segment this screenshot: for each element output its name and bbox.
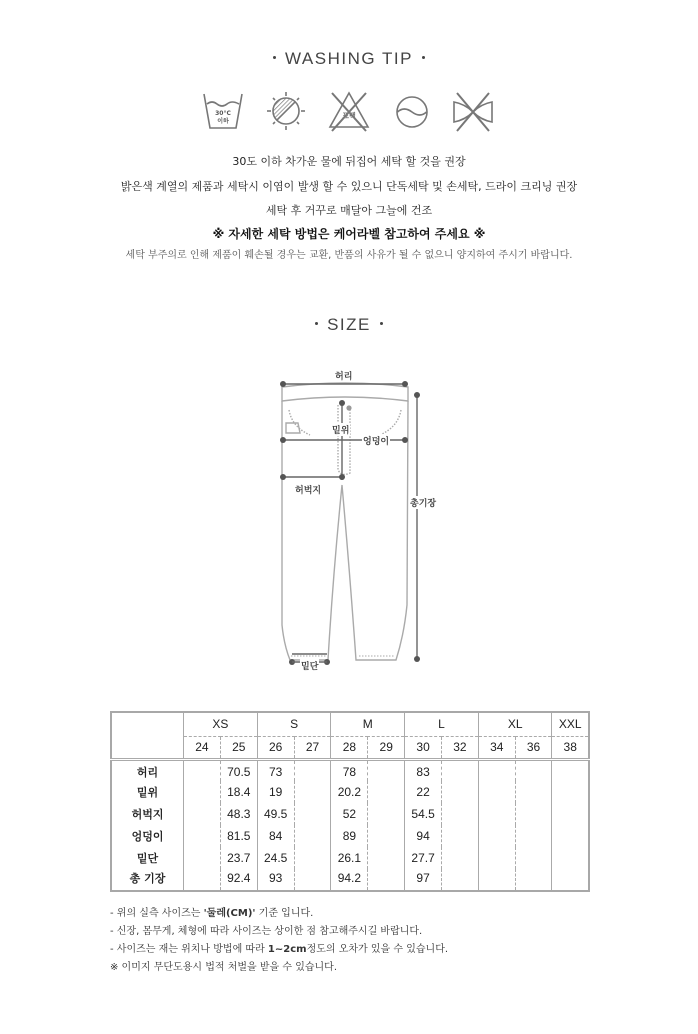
table-cell: 19 — [257, 781, 294, 803]
note-copyright: ※ 이미지 무단도용시 법적 처벌을 받을 수 있습니다. — [110, 962, 338, 973]
row-label: 엉덩이 — [131, 830, 164, 843]
table-row — [111, 803, 589, 825]
table-cell — [184, 803, 221, 825]
care-label-notice: ※ 자세한 세탁 방법은 케어라벨 참고하여 주세요 ※ — [212, 227, 486, 241]
table-cell: 83 — [405, 759, 442, 781]
svg-text:표백: 표백 — [342, 112, 356, 120]
table-cell: 23.7 — [220, 847, 257, 869]
table-cell: 27.7 — [405, 847, 442, 869]
table-cell — [294, 759, 331, 781]
waist-size-29: 29 — [368, 736, 405, 759]
note-emphasis: '둘레(CM)' — [203, 908, 256, 919]
washing-tip-title-text: WASHING TIP — [285, 49, 413, 68]
table-cell — [368, 759, 405, 781]
table-cell — [294, 869, 331, 891]
table-cell: 48.3 — [220, 803, 257, 825]
table-cell — [294, 825, 331, 847]
table-cell — [478, 825, 515, 847]
table-cell — [515, 759, 552, 781]
note-text: - 사이즈는 재는 위치나 방법에 따라 — [110, 944, 268, 955]
table-row — [111, 847, 589, 869]
table-cell — [552, 825, 589, 847]
table-cell — [478, 847, 515, 869]
row-label: 허벅지 — [131, 808, 164, 821]
table-row — [111, 869, 589, 891]
table-cell — [515, 847, 552, 869]
table-row — [111, 825, 589, 847]
table-cell: 94 — [405, 825, 442, 847]
waist-size-36: 36 — [515, 736, 552, 759]
row-label: 총 기장 — [129, 872, 166, 885]
table-cell — [368, 781, 405, 803]
size-header-xs: XS — [184, 712, 258, 736]
note-text: - 위의 실측 사이즈는 — [110, 908, 204, 919]
waist-size-row — [111, 736, 589, 759]
table-cell — [442, 759, 479, 781]
shade-dry-icon — [264, 90, 308, 132]
size-header-s: S — [257, 712, 331, 736]
wash-instruction-1: 30도 이하 차가운 물에 뒤집어 세탁 할 것을 권장 — [232, 155, 466, 168]
size-table-body — [111, 759, 589, 891]
table-cell — [515, 869, 552, 891]
table-cell: 89 — [331, 825, 368, 847]
bullet-dot — [422, 56, 425, 59]
table-cell: 49.5 — [257, 803, 294, 825]
table-cell: 97 — [405, 869, 442, 891]
waist-size-32: 32 — [442, 736, 479, 759]
pants-measurement-diagram — [270, 365, 450, 675]
size-header-m: M — [331, 712, 405, 736]
svg-text:이하: 이하 — [217, 118, 229, 125]
note-measurement-basis — [110, 905, 448, 923]
table-cell: 92.4 — [220, 869, 257, 891]
size-header-xl: XL — [478, 712, 552, 736]
table-cell — [294, 781, 331, 803]
size-header-l: L — [405, 712, 479, 736]
size-table — [110, 711, 590, 892]
row-label: 밑단 — [136, 852, 159, 865]
table-cell: 52 — [331, 803, 368, 825]
svg-text:30°C: 30°C — [215, 110, 231, 117]
table-cell — [478, 803, 515, 825]
waist-size-30: 30 — [405, 736, 442, 759]
table-cell — [552, 781, 589, 803]
waist-size-24: 24 — [184, 736, 221, 759]
table-cell — [368, 825, 405, 847]
label-hem: 밑단 — [300, 659, 319, 672]
row-label: 허리 — [136, 766, 159, 780]
size-title-text: SIZE — [327, 315, 371, 334]
table-cell: 94.2 — [331, 869, 368, 891]
waist-size-26: 26 — [257, 736, 294, 759]
table-cell — [478, 759, 515, 781]
table-cell: 84 — [257, 825, 294, 847]
note-tolerance — [110, 941, 448, 959]
gentle-wash-icon — [390, 90, 434, 132]
table-cell — [184, 759, 221, 781]
table-cell: 78 — [331, 759, 368, 781]
bullet-dot — [315, 322, 318, 325]
wash-instruction-3: 세탁 후 거꾸로 매달아 그늘에 건조 — [265, 204, 433, 217]
table-cell — [552, 847, 589, 869]
table-cell — [552, 803, 589, 825]
table-cell — [368, 803, 405, 825]
table-cell: 54.5 — [405, 803, 442, 825]
no-wring-icon — [451, 90, 495, 132]
table-cell — [515, 825, 552, 847]
table-cell: 20.2 — [331, 781, 368, 803]
waist-size-34: 34 — [478, 736, 515, 759]
label-hip: 엉덩이 — [362, 434, 390, 447]
table-cell — [184, 847, 221, 869]
table-row — [111, 781, 589, 803]
table-cell: 18.4 — [220, 781, 257, 803]
size-group-row — [111, 712, 589, 736]
table-cell: 22 — [405, 781, 442, 803]
note-text: 기준 입니다. — [255, 908, 314, 919]
label-total-length: 총기장 — [409, 496, 437, 509]
table-cell: 81.5 — [220, 825, 257, 847]
table-cell — [368, 847, 405, 869]
waist-size-27: 27 — [294, 736, 331, 759]
bullet-dot — [273, 56, 276, 59]
waist-size-25: 25 — [220, 736, 257, 759]
table-cell: 73 — [257, 759, 294, 781]
size-header-xxl: XXL — [552, 712, 589, 736]
table-cell — [294, 803, 331, 825]
table-cell: 93 — [257, 869, 294, 891]
table-cell — [184, 869, 221, 891]
row-label: 밑위 — [136, 786, 159, 799]
table-cell: 26.1 — [331, 847, 368, 869]
table-cell — [478, 869, 515, 891]
corner-cell — [111, 712, 184, 759]
table-cell — [184, 825, 221, 847]
size-notes — [110, 905, 448, 977]
table-cell — [442, 847, 479, 869]
table-cell — [442, 781, 479, 803]
table-cell — [515, 781, 552, 803]
bullet-dot — [380, 322, 383, 325]
note-text: 정도의 오차가 있을 수 있습니다. — [306, 944, 449, 955]
size-title — [0, 315, 698, 335]
table-cell — [478, 781, 515, 803]
table-cell: 70.5 — [220, 759, 257, 781]
wash-disclaimer: 세탁 부주의로 인해 제품이 훼손될 경우는 교환, 반품의 사유가 될 수 없으니 양지하여 주시기 바랍니다. — [125, 250, 573, 261]
label-rise: 밑위 — [331, 423, 350, 436]
label-thigh: 허벅지 — [294, 483, 322, 496]
wash-instruction-2: 밝은색 계열의 제품과 세탁시 이염이 발생 할 수 있으니 단독세탁 및 손세탁, 드라이 크리닝 권장 — [120, 180, 578, 193]
table-cell — [552, 869, 589, 891]
table-cell — [552, 759, 589, 781]
table-cell — [184, 781, 221, 803]
table-cell — [515, 803, 552, 825]
label-waist: 허리 — [334, 369, 353, 382]
note-emphasis: 1~2cm — [267, 944, 307, 955]
table-cell — [442, 869, 479, 891]
waist-size-38: 38 — [552, 736, 589, 759]
table-cell: 24.5 — [257, 847, 294, 869]
care-icons — [0, 90, 698, 132]
table-cell — [294, 847, 331, 869]
table-cell — [368, 869, 405, 891]
table-cell — [442, 803, 479, 825]
table-cell — [442, 825, 479, 847]
washing-tip-title — [0, 49, 698, 69]
wash-30c-icon — [201, 90, 245, 132]
table-row — [111, 759, 589, 781]
waist-size-28: 28 — [331, 736, 368, 759]
no-bleach-icon — [327, 90, 371, 132]
note-body-type: - 신장, 몸무게, 체형에 따라 사이즈는 상이한 점 참고해주시길 바랍니다. — [110, 926, 423, 937]
